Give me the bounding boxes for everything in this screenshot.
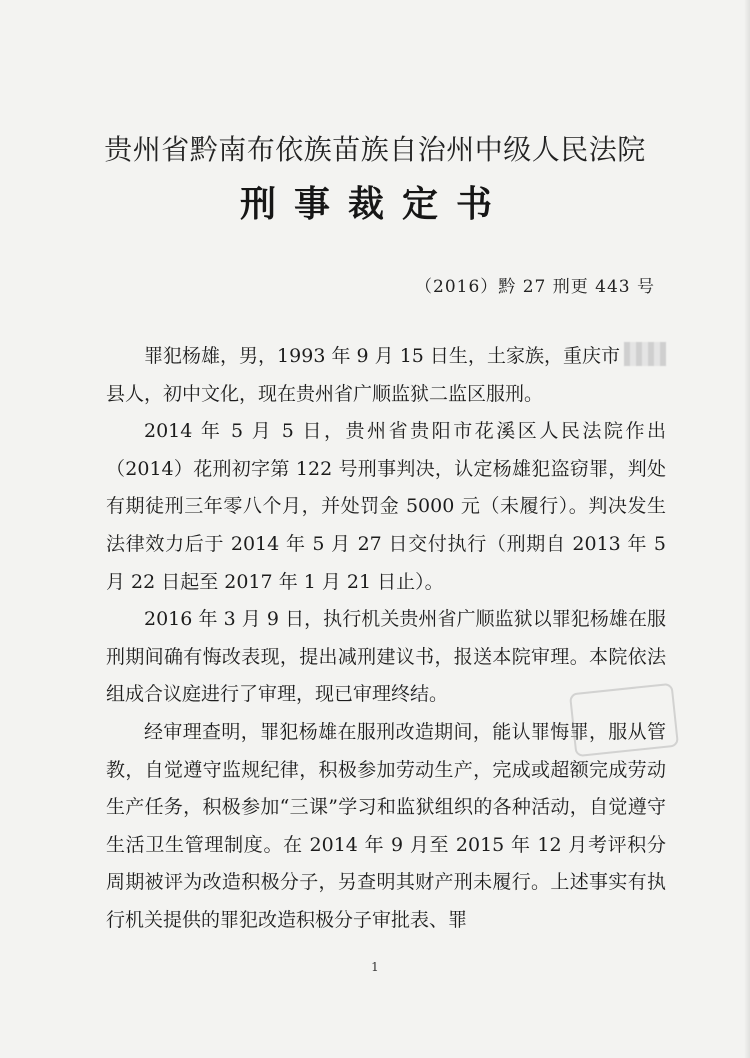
defendant-info-text: 罪犯杨雄，男，1993 年 9 月 15 日生，土家族，重庆市	[144, 345, 620, 367]
page-edge-shadow	[744, 0, 750, 1058]
paragraph-original-judgment: 2014 年 5 月 5 日，贵州省贵阳市花溪区人民法院作出（2014）花刑初字第 122 号刑事判决，认定杨雄犯盗窃罪，判处有期徒刑三年零八个月，并处罚金 5000 元（未履行）。判决发生法律效力后于 2014 年 5 月 27 日交付执行（刑期自 2013 年 5 月 22 日起至 2017 年 1 月 21 日止）。	[106, 420, 666, 593]
faint-stamp-mark	[569, 683, 679, 758]
redacted-text	[624, 342, 666, 366]
paragraph-findings: 经审理查明，罪犯杨雄在服刑改造期间，能认罪悔罪，服从管教，自觉遵守监规纪律，积极参加劳动生产，完成或超额完成劳动生产任务，积极参加“三课”学习和监狱组织的各种活动，自觉遵守生活卫生管理制度。在 2014 年 9 月至 2015 年 12 月考评积分周期被评为改造积极分子，另查明其财产刑未履行。上述事实有执行机关提供的罪犯改造积极分子审批表、罪	[106, 720, 666, 931]
paragraph-defendant-info	[106, 338, 666, 413]
document-body	[106, 338, 666, 940]
paragraph-commutation-proposal: 2016 年 3 月 9 日，执行机关贵州省广顺监狱以罪犯杨雄在服刑期间确有悔改表现，提出减刑建议书，报送本院审理。本院依法组成合议庭进行了审理，现已审理终结。	[106, 608, 666, 706]
defendant-info-text-continued: 县人，初中文化，现在贵州省广顺监狱二监区服刑。	[106, 382, 544, 405]
document-title: 刑事裁定书	[239, 183, 510, 225]
court-name: 贵州省黔南布依族苗族自治州中级人民法院	[104, 133, 646, 166]
case-number: （2016）黔 27 刑更 443 号	[415, 277, 655, 297]
page-number: 1	[371, 960, 379, 974]
